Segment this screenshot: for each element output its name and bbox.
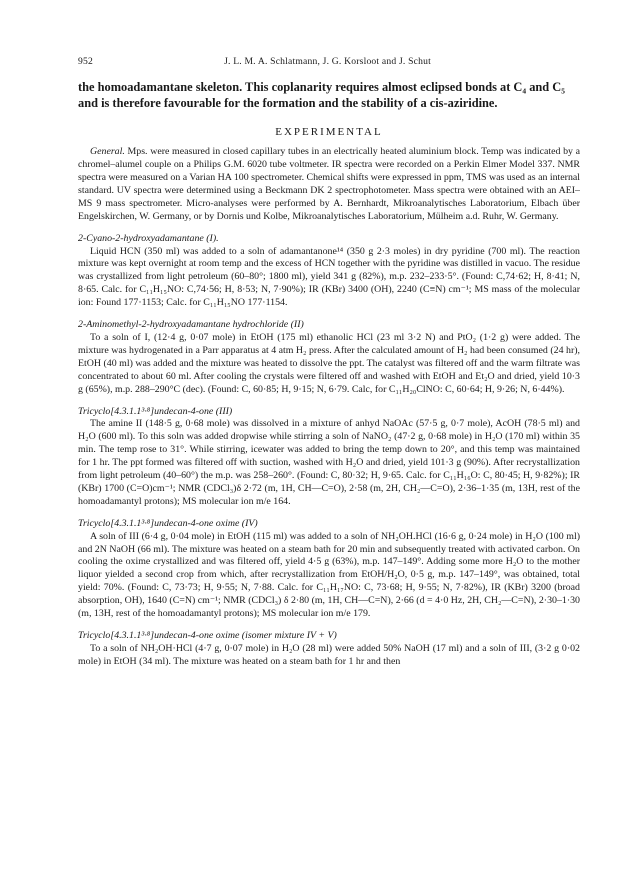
compound-paragraph-4: A soln of III (6·4 g, 0·04 mole) in EtOH (115 ml) was added to a soln of NH₂OH.HCl (16·6 g, 0·24 mole) in H₂O (100 ml) and 2N NaOH (66 ml). The mixture was heated on a steam bath for 20 min and subsequently treated with activated carbon. On cooling the oxime crystallized and was filtered off, yield 4·5 g (63%), m.p. 147–149°. Adding some more H₂O to the mother liquor yielded a second crop from which, after recrystallization from EtOH/H₂O, 0·5 g, m.p. 147–149°, was obtained, total yield: 70%. (Found: C, 73·73; H, 9·55; N, 7·88. Calc. for C₁₁H₁₇NO: C, 73·68; H, 9·55; N, 7·82%), IR (KBr) 3200 (broad absorption, OH), 1640 (C=N) cm⁻¹; NMR (CDCl₃) δ 2·80 (m, 1H, CH—C=N), 2·66 (d = 4·0 Hz, 2H, CH₂—C=N), 2·30–1·30 (m, 13H, rest of the homoadamantyl protons); MS molecular ion m/e 179. xyxy=(78,530,580,620)
page-number: 952 xyxy=(78,56,93,67)
compound-heading-1: 2-Cyano-2-hydroxyadamantane (I). xyxy=(78,232,219,244)
general-paragraph xyxy=(78,146,580,223)
intro-paragraph: the homoadamantane skeleton. This coplanarity requires almost eclipsed bonds at C₄ and C₅ and is therefore favourable for the formation and the stability of a cis-aziridine. xyxy=(78,80,565,110)
compound-heading-4: Tricyclo[4.3.1.1³·⁸]undecan-4-one oxime (IV) xyxy=(78,517,258,529)
compound-paragraph-2: To a soln of I, (12·4 g, 0·07 mole) in EtOH (175 ml) ethanolic HCl (23 ml 3·2 N) and PtO₂ (1·2 g) were added. The mixture was hydrogenated in a Parr apparatus at 4 atm H₂ press. After the calculated amount of H₂ had been consumed (24 hr), EtOH (40 ml) was added and the mixture was heated to dissolve the ppt. The catalyst was filtered off and the warm filtrate was concentrated to about 60 ml. After cooling the crystals were filtered off and washed with EtOH and Et₂O and dried, yield 10·3 g (65%), m.p. 288–290°C (dec). (Found: C, 60·85; H, 9·15; N, 6·79. Calc, for C₁₁H₂₀ClNO: C, 60·64; H, 9·26; N, 6·44%). xyxy=(78,331,581,395)
general-lead: General. xyxy=(90,146,125,158)
compound-heading-2: 2-Aminomethyl-2-hydroxyadamantane hydrochloride (II) xyxy=(78,319,304,331)
compound-paragraph-1: Liquid HCN (350 ml) was added to a soln of adamantanone¹⁴ (350 g 2·3 moles) in dry pyridine (700 ml). The reaction mixture was kept overnight at room temp and the excess of HCN together with the pyridine was distilled in vacuo. The residue was crystallized from light petroleum (60–80°; 1800 ml), yield 341 g (82%), m.p. 232–233·5°. (Found: C,74·62; H, 8·41; N, 8·65. Calc. for C₁₁H₁₅NO: C,74·56; H, 8·53; N, 7·90%); IR (KBr) 3400 (OH), 2240 (C≡N) cm⁻¹; MS mass of the molecular ion: Found 177·1153; Calc. for C₁₁H₁₅NO 177·1154. xyxy=(78,245,580,309)
general-text: Mps. were measured in closed capillary tubes in an electrically heated aluminium block. Temp was indicated by a chromel–alumel couple on a Philips G.M. 6020 tube voltmeter. IR spectra were recorded on a Perkin Elmer Model 337. NMR spectra were measured on a Varian HA 100 spectrometer. Chemical shifts were expressed in ppm, TMS was used as an internal standard. UV spectra were determined using a Beckmann DK 2 spectrophotometer. Mass spectra were obtained with an AEI–MS 9 mass spectrometer. Micro-analyses were performed by A. Bernhardt, Mikroanalytisches Laboratorium, Elbach über Engelskirchen, W. Germany, or by Dornis und Kolbe, Mikroanalytisches Laboratorium, Mülheim a.d. Ruhr, W. Germany. xyxy=(78,146,581,222)
compound-paragraph-3: The amine II (148·5 g, 0·68 mole) was dissolved in a mixture of anhyd NaOAc (57·5 g, 0·7 mole), AcOH (78·5 ml) and H₂O (600 ml). To this soln was added dropwise while stirring a soln of NaNO₂ (47·2 g, 0·68 mole) in H₂O (170 ml) within 35 min. The temp rose to 31°. While stirring, icewater was added to bring the temp down to 20°, and this temp was maintained for 1 hr. The ppt formed was filtered off with suction, washed with H₂O and dried, yield 101·3 g (90%). After recrystallization from light petroleum (40–60°) the m.p. was 258–260°. (Found: C, 80·32; H, 9·65. Calc. for C₁₁H₁₆O: C, 80·45; H, 9·82%); IR (KBr) 1700 (C=O)cm⁻¹; NMR (CDCl₃)δ 2·72 (m, 1H, CH—C=O), 2·58 (m, 2H, CH₂—C=O), 2·36–1·35 (m, 13H, rest of the homoadamantyl protons); MS molecular ion m/e 164. xyxy=(78,418,580,507)
compound-heading-3: Tricyclo[4.3.1.1³·⁸]undecan-4-one (III) xyxy=(78,405,233,417)
compound-heading-5: Tricyclo[4.3.1.1³·⁸]undecan-4-one oxime (isomer mixture IV + V) xyxy=(78,630,337,641)
compound-paragraph-5: To a soln of NH₂OH·HCl (4·7 g, 0·07 mole) in H₂O (28 ml) were added 50% NaOH (17 ml) and a soln of III, (3·2 g 0·02 mole) in EtOH (34 ml). The mixture was heated on a steam bath for 1 hr and then xyxy=(78,642,580,667)
running-header xyxy=(78,56,577,70)
experimental-heading: EXPERIMENTAL xyxy=(275,126,383,139)
article-body xyxy=(78,80,580,669)
running-authors: J. L. M. A. Schlatmann, J. G. Korsloot and J. Schut xyxy=(224,56,431,67)
